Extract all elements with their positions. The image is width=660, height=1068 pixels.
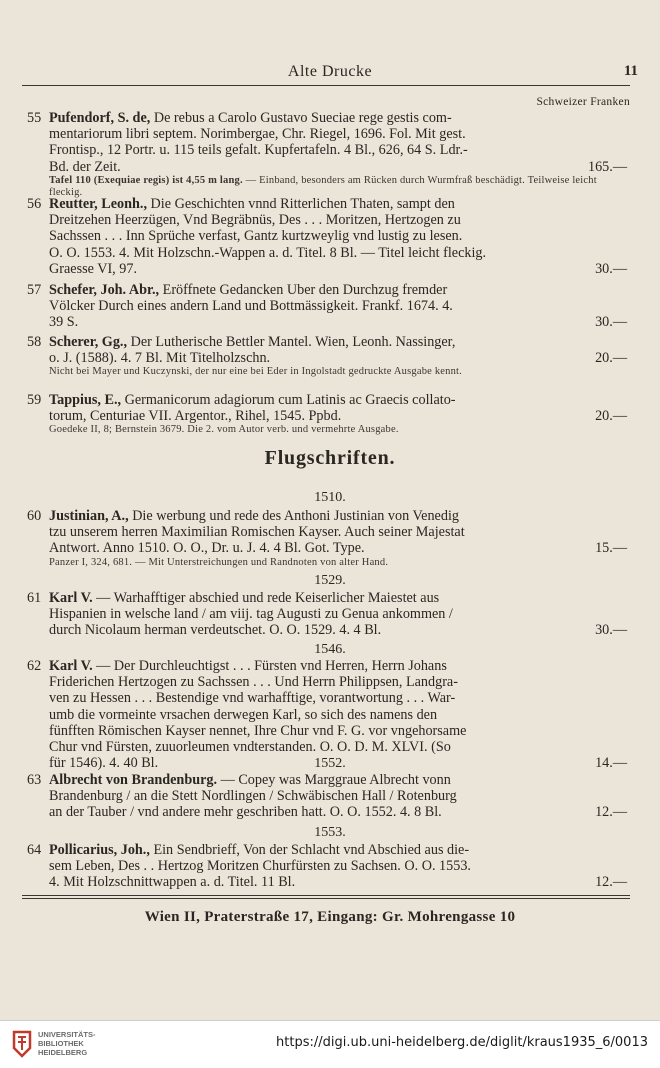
entry-number: 60: [27, 508, 42, 524]
entry-price: 30.—: [595, 622, 627, 639]
entry-text-line: — Copey was Marggraue Albrecht vonn: [220, 772, 451, 788]
entry-note: Goedeke II, 8; Bernstein 3679. Die 2. vom Autor verb. und vermehrte Ausgabe.: [49, 424, 399, 436]
entry-author: Karl V.: [49, 658, 93, 674]
entry-55: [27, 110, 627, 199]
year-heading: 1529.: [314, 573, 346, 588]
library-name: UNIVERSITÄTS- BIBLIOTHEK HEIDELBERG: [38, 1030, 96, 1057]
entry-number: 57: [27, 282, 42, 298]
entry-text-line: Eröffnete Gedancken Uber den Durchzug fremder: [162, 282, 448, 298]
footer-rule-top: [22, 895, 630, 896]
entry-number: 62: [27, 658, 42, 674]
entry-text-line: Frontisp., 12 Portr. u. 115 teils gefalt. Kupfertafeln. 4 Bl., 626, 64 S. Ldr.-: [49, 142, 468, 159]
entry-text-line: De rebus a Carolo Gustavo Sueciae rege gestis com-: [153, 110, 452, 126]
entry-text-line: ven zu Hessen . . . Bestendige vnd warhafftige, vorantwortung . . . War-: [49, 690, 456, 707]
entry-text-line: fünfften Römischen Kayser nennet, Ihre Chur vnd F. G. vor vngehorsame: [49, 722, 467, 739]
entry-text-line: Die werbung und rede des Anthoni Justinian von Venedig: [132, 508, 459, 524]
entry-60: [27, 508, 627, 569]
entry-text-line: Ein Sendbrieff, Von der Schlacht vnd Abschied aus die-: [153, 842, 470, 858]
entry-price: 14.—: [595, 755, 627, 772]
entry-price: 12.—: [595, 874, 627, 891]
entry-text-line: o. J. (1588). 4. 7 Bl. Mit Titelholzschn.: [49, 350, 271, 367]
entry-price: 165.—: [587, 158, 627, 175]
entry-author: Pufendorf, S. de,: [49, 110, 151, 126]
entry-text-line: tzu unserem herren Maximilian Romischen Kayser. Auch seiner Majestat: [49, 524, 465, 541]
publisher-address: Wien II, Praterstraße 17, Eingang: Gr. Mohrengasse 10: [144, 909, 516, 925]
source-url-link[interactable]: https://digi.ub.uni-heidelberg.de/diglit/kraus1935_6/0013: [276, 1035, 648, 1050]
entry-note: Nicht bei Mayer und Kuczynski, der nur eine bei Eder in Ingolstadt gedruckte Ausgabe kennt.: [49, 366, 463, 378]
entry-text-line: 39 S.: [49, 314, 79, 331]
entry-text-line: O. O. 1553. 4. Mit Holzschn.-Wappen a. d. Titel. 8 Bl. — Titel leicht fleckig.: [49, 244, 487, 261]
currency-tag: Schweizer Franken: [536, 96, 630, 108]
header-rule: [22, 85, 630, 86]
entry-text-line: Friderichen Hertzogen zu Sachssen . . . Und Herrn Philippsen, Landgra-: [49, 674, 458, 691]
entry-price: 30.—: [595, 260, 627, 277]
entry-text-line: durch Nicolaum herman verdeutschet. O. O. 1529. 4. 4 Bl.: [49, 622, 382, 639]
year-heading: 1552.: [314, 756, 346, 771]
entry-text-line: Germanicorum adagiorum cum Latinis ac Graecis collato-: [124, 392, 456, 408]
entry-text-line: Hispanien in welsche land / am viij. tag Augusti zu Genua ankommen /: [49, 606, 453, 623]
year-heading: 1510.: [314, 490, 346, 505]
running-title: Alte Drucke: [287, 63, 373, 80]
year-heading: 1553.: [314, 825, 346, 840]
entry-text-line: Der Lutherische Bettler Mantel. Wien, Leonh. Nassinger,: [130, 334, 456, 350]
entry-number: 55: [27, 110, 42, 126]
entry-text-line: Völcker Durch eines andern Land und Bottmässigkeit. Frankf. 1674. 4.: [49, 298, 453, 315]
entry-author: Pollicarius, Joh.,: [49, 842, 150, 858]
university-logo-icon: [10, 1028, 34, 1060]
entry-text-line: Dreitzehen Heerzügen, Vnd Begräbnüs, Des . . . Moritzen, Hertzogen zu: [49, 212, 461, 229]
entry-text-line: Bd. der Zeit.: [49, 158, 121, 175]
viewer-footer-bar: [0, 1020, 660, 1068]
entry-62: [27, 658, 627, 771]
entry-number: 59: [27, 392, 42, 408]
entry-author: Tappius, E.,: [49, 392, 122, 408]
section-heading: Flugschriften.: [264, 447, 396, 469]
entry-note: Tafel 110 (Exequiae regis) ist 4,55 m lang. — Einband, besonders am Rücken durch Wurmfraß beschädigt. Teilweise leicht fleckig.: [49, 174, 597, 198]
entry-text-line: Brandenburg / an die Stett Nordlingen / Schwäbischen Hall / Rotenburg: [49, 788, 457, 805]
entry-61: [27, 590, 627, 639]
entry-text-line: — Warhafftiger abschied und rede Keiserlicher Maiestet aus: [96, 590, 440, 606]
entry-author: Karl V.: [49, 590, 93, 606]
entry-text-line: — Der Durchleuchtigst . . . Fürsten vnd Herren, Herrn Johans: [96, 658, 447, 674]
footer-rule-top-double: [22, 898, 630, 899]
entry-text-line: an der Tauber / vnd andere mehr geschriben hatt. O. O. 1552. 4. 8 Bl.: [49, 804, 442, 821]
entry-text-line: sem Leben, Des . . Hertzog Moritzen Churfürsten zu Sachsen. O. O. 1553.: [49, 858, 471, 875]
entry-63: [27, 772, 627, 821]
entry-number: 56: [27, 196, 42, 212]
entry-64: [27, 842, 627, 891]
entry-58: [27, 334, 627, 378]
entry-text-line: für 1546). 4. 40 Bl.: [49, 755, 159, 772]
entry-59: [27, 392, 627, 436]
entry-author: Justinian, A.,: [49, 508, 129, 524]
entry-57: [27, 282, 627, 331]
entry-text-line: Die Geschichten vnnd Ritterlichen Thaten, sampt den: [150, 196, 455, 212]
entry-price: 30.—: [595, 314, 627, 331]
entry-text-line: 4. Mit Holzschnittwappen a. d. Titel. 11 Bl.: [49, 874, 296, 891]
entry-price: 12.—: [595, 804, 627, 821]
entry-note: Panzer I, 324, 681. — Mit Unterstreichungen und Randnoten von alter Hand.: [49, 556, 389, 568]
entry-author: Reutter, Leonh.,: [49, 196, 147, 212]
entry-text-line: umb die vormeinte vrsachen derwegen Karl, so sich des namens den: [49, 706, 438, 723]
entry-price: 20.—: [595, 350, 627, 367]
entry-text-line: torum, Centuriae VII. Argentor., Rihel, 1545. Ppbd.: [49, 408, 342, 425]
entry-text-line: Antwort. Anno 1510. O. O., Dr. u. J. 4. 4 Bl. Got. Type.: [49, 540, 365, 557]
entry-text-line: Graesse VI, 97.: [49, 260, 137, 277]
year-heading: 1546.: [314, 642, 346, 657]
entry-author: Scherer, Gg.,: [49, 334, 128, 350]
entry-number: 64: [27, 842, 42, 858]
entry-price: 15.—: [595, 540, 627, 557]
entry-text-line: Chur vnd Fürsten, zuuorleumen vndterstanden. O. O. D. M. XLVI. (So: [49, 739, 451, 756]
entry-number: 61: [27, 590, 42, 606]
entry-number: 63: [27, 772, 42, 788]
entry-author: Schefer, Joh. Abr.,: [49, 282, 160, 298]
entry-number: 58: [27, 334, 42, 350]
entry-56: [27, 196, 627, 277]
entry-author: Albrecht von Brandenburg.: [49, 772, 218, 788]
entry-text-line: mentariorum libri septem. Norimbergae, Chr. Riegel, 1696. Fol. Mit gest.: [49, 126, 466, 143]
entry-text-line: Sachssen . . . Inn Sprüche verfast, Gantz kurtzweylig vnd lustig zu lesen.: [49, 228, 463, 245]
entry-price: 20.—: [595, 408, 627, 425]
page-number: 11: [623, 63, 638, 79]
